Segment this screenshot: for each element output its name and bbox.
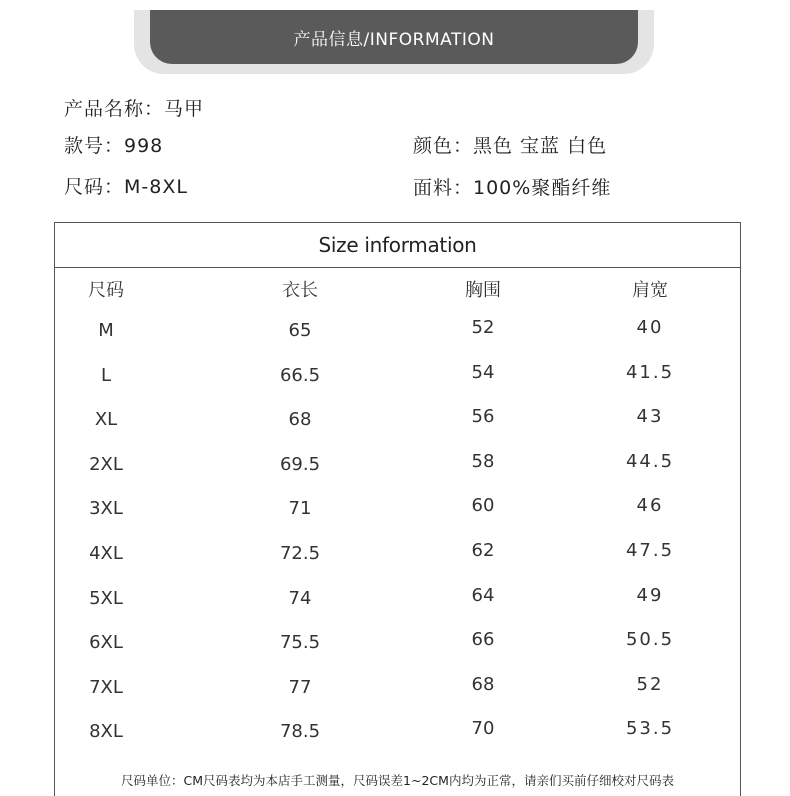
column-header-chest: 胸围 xyxy=(465,280,501,301)
table-cell-chest: 64 xyxy=(471,584,495,606)
product-material: 面料：100%聚酯纤维 xyxy=(413,177,612,199)
column-header-shoulder: 肩宽 xyxy=(632,280,668,301)
table-cell-shoulder: 47.5 xyxy=(625,540,675,561)
table-cell-chest: 54 xyxy=(471,361,495,383)
product-colors: 颜色：黑色 宝蓝 白色 xyxy=(413,135,608,157)
table-cell-chest: 52 xyxy=(471,317,495,338)
table-cell-length: 78.5 xyxy=(279,721,321,743)
table-cell-length: 65 xyxy=(288,320,312,341)
size-table-title: Size information xyxy=(318,233,477,257)
table-cell-chest: 60 xyxy=(471,495,495,517)
table-cell-length: 69.5 xyxy=(279,453,321,475)
table-cell-size: 3XL xyxy=(89,498,123,520)
table-cell-chest: 68 xyxy=(471,673,495,695)
table-cell-chest: 62 xyxy=(471,540,495,561)
table-cell-shoulder: 41.5 xyxy=(625,361,675,383)
table-cell-chest: 58 xyxy=(471,450,495,472)
table-cell-length: 72.5 xyxy=(279,543,321,564)
table-cell-size: 4XL xyxy=(89,543,123,564)
table-cell-length: 77 xyxy=(288,676,312,698)
table-cell-size: M xyxy=(98,320,114,341)
column-header-size: 尺码 xyxy=(88,280,124,301)
banner xyxy=(150,10,638,64)
table-cell-shoulder: 44.5 xyxy=(625,450,675,472)
table-cell-chest: 70 xyxy=(471,718,495,740)
table-cell-shoulder: 53.5 xyxy=(625,718,675,740)
table-cell-length: 71 xyxy=(288,498,312,520)
product-model: 款号：998 xyxy=(64,135,164,157)
table-cell-shoulder: 52 xyxy=(636,673,664,695)
table-cell-shoulder: 49 xyxy=(636,584,664,606)
table-cell-size: 5XL xyxy=(89,587,123,609)
product-name: 产品名称：马甲 xyxy=(64,98,205,120)
column-header-length: 衣长 xyxy=(282,280,318,301)
table-cell-length: 66.5 xyxy=(279,364,321,386)
table-cell-size: 2XL xyxy=(89,453,123,475)
table-cell-size: 7XL xyxy=(89,676,123,698)
table-cell-shoulder: 40 xyxy=(636,317,664,338)
table-cell-size: 6XL xyxy=(89,632,123,654)
table-cell-shoulder: 43 xyxy=(636,406,664,428)
table-cell-length: 74 xyxy=(288,587,312,609)
table-cell-shoulder: 50.5 xyxy=(625,629,675,651)
table-cell-size: 8XL xyxy=(89,721,123,743)
size-table xyxy=(54,222,741,796)
product-size-range: 尺码：M-8XL xyxy=(64,176,188,198)
table-cell-chest: 66 xyxy=(471,629,495,651)
table-cell-shoulder: 46 xyxy=(636,495,664,517)
measurement-note: 尺码单位：CM尺码表均为本店手工测量，尺码误差1~2CM内均为正常，请亲们买前仔细校对尺码表 xyxy=(121,773,674,788)
size-table-title-row xyxy=(55,223,740,268)
table-cell-size: XL xyxy=(94,409,118,431)
table-cell-length: 75.5 xyxy=(279,632,321,654)
banner-title: 产品信息/INFORMATION xyxy=(293,29,495,50)
table-cell-length: 68 xyxy=(288,409,312,431)
table-cell-size: L xyxy=(100,364,112,386)
table-cell-chest: 56 xyxy=(471,406,495,428)
